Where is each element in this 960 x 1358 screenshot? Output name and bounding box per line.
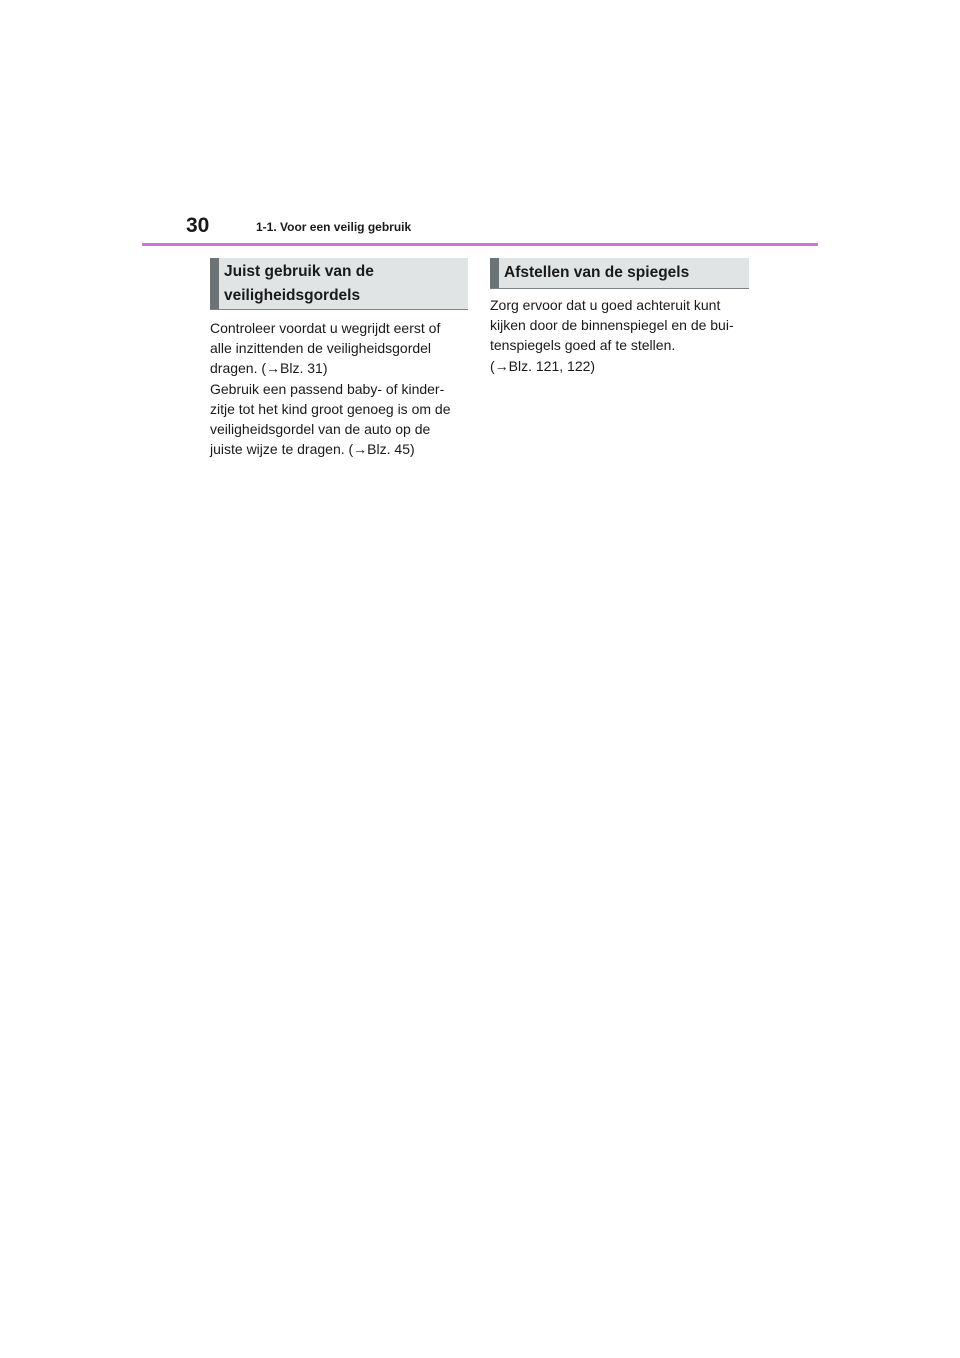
paragraph-line: kijken door de binnenspiegel en de bui- (490, 317, 734, 334)
paragraph-line: juiste wijze te dragen. (→Blz. 45) (210, 441, 415, 458)
paragraph-line: Gebruik een passend baby- of kinder- (210, 380, 445, 397)
paragraph-line: alle inzittenden de veiligheidsgordel (210, 340, 432, 357)
heading-line: Juist gebruik van de (224, 263, 374, 280)
mirrors-paragraph (490, 295, 752, 376)
heading-line: veiligheidsgordels (224, 287, 361, 304)
paragraph-line: (→Blz. 121, 122) (490, 357, 596, 374)
header-divider (142, 243, 818, 246)
seatbelts-paragraph (210, 318, 472, 459)
heading-accent-bar (490, 258, 499, 288)
heading-mirrors (490, 258, 749, 289)
page-number: 30 (186, 214, 210, 237)
heading-accent-bar (210, 258, 219, 309)
paragraph-line: tenspiegels goed af te stellen. (490, 337, 676, 354)
paragraph-line: dragen. (→Blz. 31) (210, 360, 328, 377)
heading-text (224, 260, 462, 308)
paragraph-line: zitje tot het kind groot genoeg is om de (210, 400, 451, 417)
paragraph-line: Zorg ervoor dat u goed achteruit kunt (490, 297, 721, 313)
paragraph-line: veiligheidsgordel van de auto op de (210, 421, 431, 438)
heading-seatbelts (210, 258, 468, 310)
paragraph-line: Controleer voordat u wegrijdt eerst of (210, 320, 441, 336)
heading-text: Afstellen van de spiegels (504, 264, 690, 281)
section-title: 1-1. Voor een veilig gebruik (256, 220, 412, 234)
